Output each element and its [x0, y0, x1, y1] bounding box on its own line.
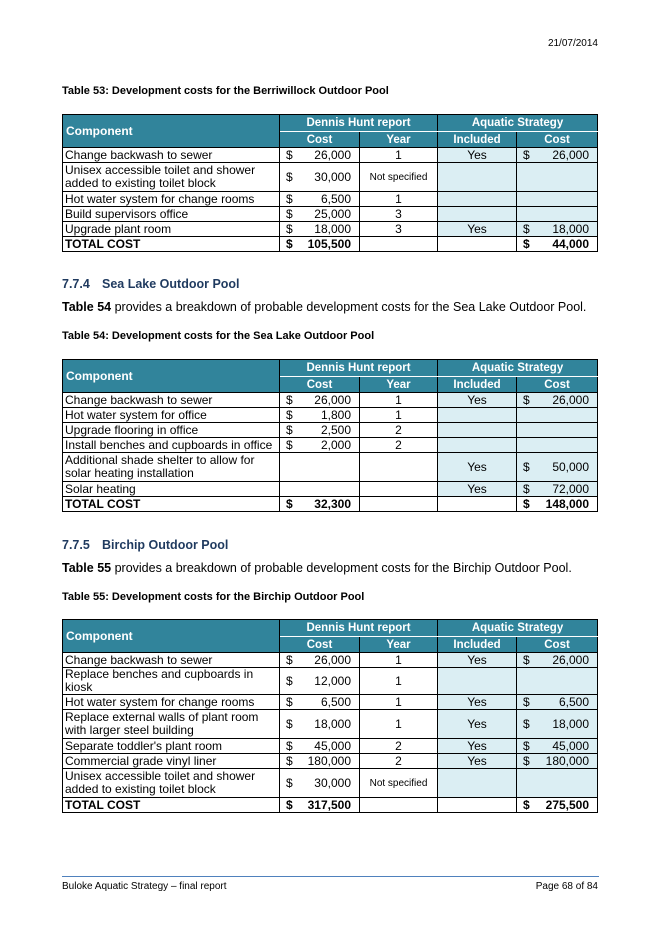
total-strategy-cost-value: 44,000	[552, 236, 590, 251]
section-heading-7-7-5	[62, 538, 228, 552]
cost-value: 26,000	[314, 392, 351, 407]
component-cell: Change backwash to sewer	[63, 653, 280, 668]
component-cell: Solar heating	[63, 482, 280, 497]
cost-cell	[280, 148, 360, 163]
cost-cell	[280, 482, 360, 497]
total-label: TOTAL COST	[63, 237, 280, 252]
cost-cell	[280, 438, 360, 453]
cost-cell	[280, 695, 360, 710]
cost-header: Cost	[280, 132, 360, 148]
currency-symbol: $	[286, 147, 293, 162]
currency-symbol: $	[523, 797, 530, 812]
strategy-cost-value: 45,000	[552, 738, 590, 753]
table-row	[63, 453, 598, 482]
included-cell	[438, 423, 517, 438]
cost-cell	[280, 754, 360, 769]
included-cell	[438, 207, 517, 222]
currency-symbol: $	[523, 459, 530, 474]
dennis-hunt-header: Dennis Hunt report	[280, 115, 438, 132]
currency-symbol: $	[523, 481, 530, 496]
year-cell: 1	[360, 393, 438, 408]
component-cell: Replace external walls of plant room with larger steel building	[63, 710, 280, 739]
included-cell: Yes	[438, 482, 517, 497]
component-cell: Change backwash to sewer	[63, 148, 280, 163]
table-row	[63, 393, 598, 408]
year-cell	[360, 453, 438, 482]
paragraph-text: provides a breakdown of probable development costs for the Birchip Outdoor Pool.	[111, 561, 572, 575]
aquatic-strategy-header: Aquatic Strategy	[438, 620, 598, 637]
total-year-cell	[360, 798, 438, 813]
year-cell: Not specified	[360, 163, 438, 192]
currency-symbol: $	[286, 236, 293, 251]
cost-value: 180,000	[307, 753, 351, 768]
strategy-cost-cell	[517, 438, 598, 453]
table-row	[63, 438, 598, 453]
table-row	[63, 207, 598, 222]
component-cell: Hot water system for change rooms	[63, 192, 280, 207]
included-header: Included	[438, 637, 517, 653]
currency-symbol: $	[523, 496, 530, 511]
strategy-cost-cell	[517, 695, 598, 710]
included-cell: Yes	[438, 453, 517, 482]
currency-symbol: $	[523, 147, 530, 162]
currency-symbol: $	[286, 206, 293, 221]
cost-value: 18,000	[314, 221, 351, 236]
component-header: Component	[63, 115, 280, 148]
currency-symbol: $	[286, 738, 293, 753]
total-label: TOTAL COST	[63, 497, 280, 512]
total-row	[63, 798, 598, 813]
included-cell	[438, 769, 517, 798]
strategy-cost-value: 18,000	[552, 716, 590, 731]
table-row	[63, 739, 598, 754]
cost-value: 1,800	[320, 407, 351, 422]
footer-divider	[62, 876, 599, 877]
year-header: Year	[360, 377, 438, 393]
year-cell: 3	[360, 222, 438, 237]
included-cell	[438, 438, 517, 453]
cost-cell	[280, 739, 360, 754]
dennis-hunt-header: Dennis Hunt report	[280, 360, 438, 377]
currency-symbol: $	[286, 437, 293, 452]
table-row	[63, 192, 598, 207]
strategy-cost-value: 6,500	[559, 694, 590, 709]
currency-symbol: $	[523, 652, 530, 667]
component-cell: Separate toddler's plant room	[63, 739, 280, 754]
total-strategy-cost-value: 148,000	[545, 496, 590, 511]
included-cell: Yes	[438, 653, 517, 668]
strategy-cost-cell	[517, 408, 598, 423]
footer-report-title: Buloke Aquatic Strategy – final report	[62, 881, 227, 892]
cost-cell	[280, 423, 360, 438]
currency-symbol: $	[286, 422, 293, 437]
cost-value: 30,000	[314, 169, 351, 184]
cost-cell	[280, 769, 360, 798]
section-paragraph-7-7-5	[62, 561, 572, 575]
currency-symbol: $	[286, 716, 293, 731]
total-cost-cell	[280, 497, 360, 512]
cost-value: 6,500	[320, 191, 351, 206]
table-55-caption: Table 55: Development costs for the Birchip Outdoor Pool	[62, 591, 365, 603]
component-cell: Commercial grade vinyl liner	[63, 754, 280, 769]
table-row	[63, 695, 598, 710]
table-54-caption: Table 54: Development costs for the Sea Lake Outdoor Pool	[62, 330, 375, 342]
cost-value: 25,000	[314, 206, 351, 221]
component-cell: Unisex accessible toilet and shower added to existing toilet block	[63, 163, 280, 192]
currency-symbol: $	[286, 797, 293, 812]
component-cell: Hot water system for change rooms	[63, 695, 280, 710]
total-strategy-cost-cell	[517, 237, 598, 252]
strategy-cost-header: Cost	[517, 132, 598, 148]
cost-cell	[280, 192, 360, 207]
strategy-cost-cell	[517, 739, 598, 754]
year-header: Year	[360, 637, 438, 653]
currency-symbol: $	[286, 652, 293, 667]
table-row	[63, 769, 598, 798]
cost-value: 26,000	[314, 652, 351, 667]
total-strategy-cost-cell	[517, 798, 598, 813]
currency-symbol: $	[523, 716, 530, 731]
total-cost-cell	[280, 798, 360, 813]
included-cell	[438, 192, 517, 207]
strategy-cost-value: 50,000	[552, 459, 590, 474]
strategy-cost-cell	[517, 393, 598, 408]
table-row	[63, 482, 598, 497]
cost-cell	[280, 163, 360, 192]
component-cell: Upgrade flooring in office	[63, 423, 280, 438]
included-cell: Yes	[438, 739, 517, 754]
cost-cell	[280, 207, 360, 222]
total-cost-value: 32,300	[314, 496, 351, 511]
currency-symbol: $	[286, 407, 293, 422]
total-cost-cell	[280, 237, 360, 252]
year-cell: 1	[360, 408, 438, 423]
included-cell: Yes	[438, 754, 517, 769]
table-header-row	[63, 620, 598, 637]
included-header: Included	[438, 132, 517, 148]
included-cell: Yes	[438, 148, 517, 163]
strategy-cost-cell	[517, 482, 598, 497]
total-strategy-cost-cell	[517, 497, 598, 512]
currency-symbol: $	[523, 221, 530, 236]
strategy-cost-cell	[517, 754, 598, 769]
table-row	[63, 668, 598, 695]
component-cell: Replace benches and cupboards in kiosk	[63, 668, 280, 695]
year-cell: 2	[360, 739, 438, 754]
table-row	[63, 423, 598, 438]
table-row	[63, 222, 598, 237]
year-cell	[360, 482, 438, 497]
component-cell: Unisex accessible toilet and shower added to existing toilet block	[63, 769, 280, 798]
total-year-cell	[360, 237, 438, 252]
currency-symbol: $	[286, 673, 293, 688]
strategy-cost-cell	[517, 207, 598, 222]
currency-symbol: $	[523, 694, 530, 709]
strategy-cost-value: 72,000	[552, 481, 590, 496]
strategy-cost-cell	[517, 453, 598, 482]
year-cell: 1	[360, 695, 438, 710]
total-row	[63, 497, 598, 512]
currency-symbol: $	[523, 753, 530, 768]
component-cell: Change backwash to sewer	[63, 393, 280, 408]
year-cell: 1	[360, 710, 438, 739]
aquatic-strategy-header: Aquatic Strategy	[438, 115, 598, 132]
year-cell: 2	[360, 754, 438, 769]
cost-cell	[280, 453, 360, 482]
included-cell	[438, 408, 517, 423]
included-cell: Yes	[438, 695, 517, 710]
dennis-hunt-header: Dennis Hunt report	[280, 620, 438, 637]
total-label: TOTAL COST	[63, 798, 280, 813]
year-cell: 1	[360, 192, 438, 207]
strategy-cost-value: 26,000	[552, 652, 590, 667]
included-cell	[438, 163, 517, 192]
strategy-cost-cell	[517, 423, 598, 438]
component-cell: Hot water system for office	[63, 408, 280, 423]
cost-header: Cost	[280, 377, 360, 393]
strategy-cost-cell	[517, 192, 598, 207]
year-cell: 2	[360, 423, 438, 438]
currency-symbol: $	[286, 753, 293, 768]
included-cell	[438, 668, 517, 695]
cost-value: 2,500	[320, 422, 351, 437]
component-cell: Additional shade shelter to allow for solar heating installation	[63, 453, 280, 482]
year-cell: 1	[360, 668, 438, 695]
table-row	[63, 710, 598, 739]
included-cell: Yes	[438, 393, 517, 408]
currency-symbol: $	[286, 221, 293, 236]
section-paragraph-7-7-4	[62, 300, 586, 314]
table-row	[63, 653, 598, 668]
component-cell: Upgrade plant room	[63, 222, 280, 237]
total-included-cell	[438, 237, 517, 252]
cost-value: 18,000	[314, 716, 351, 731]
year-header: Year	[360, 132, 438, 148]
component-header: Component	[63, 620, 280, 653]
currency-symbol: $	[286, 775, 293, 790]
currency-symbol: $	[286, 191, 293, 206]
total-included-cell	[438, 497, 517, 512]
currency-symbol: $	[523, 738, 530, 753]
component-cell: Install benches and cupboards in office	[63, 438, 280, 453]
table-53-caption: Table 53: Development costs for the Berriwillock Outdoor Pool	[62, 85, 389, 97]
year-cell: 1	[360, 148, 438, 163]
total-included-cell	[438, 798, 517, 813]
table-reference: Table 54	[62, 300, 112, 314]
cost-cell	[280, 408, 360, 423]
year-cell: 1	[360, 653, 438, 668]
strategy-cost-header: Cost	[517, 377, 598, 393]
total-cost-value: 317,500	[307, 797, 351, 812]
strategy-cost-cell	[517, 148, 598, 163]
currency-symbol: $	[523, 392, 530, 407]
strategy-cost-cell	[517, 653, 598, 668]
strategy-cost-header: Cost	[517, 637, 598, 653]
cost-header: Cost	[280, 637, 360, 653]
component-header: Component	[63, 360, 280, 393]
cost-cell	[280, 668, 360, 695]
total-row	[63, 237, 598, 252]
cost-value: 45,000	[314, 738, 351, 753]
year-cell: Not specified	[360, 769, 438, 798]
section-title: Birchip Outdoor Pool	[102, 538, 229, 552]
section-number: 7.7.5	[62, 538, 90, 552]
total-cost-value: 105,500	[307, 236, 351, 251]
strategy-cost-value: 26,000	[552, 392, 590, 407]
table-53	[62, 114, 598, 252]
total-strategy-cost-value: 275,500	[545, 797, 590, 812]
strategy-cost-cell	[517, 668, 598, 695]
footer-page-number: Page 68 of 84	[535, 881, 598, 892]
table-row	[63, 408, 598, 423]
cost-cell	[280, 222, 360, 237]
strategy-cost-value: 180,000	[545, 753, 590, 768]
cost-cell	[280, 393, 360, 408]
currency-symbol: $	[286, 169, 293, 184]
section-heading-7-7-4	[62, 277, 240, 291]
section-number: 7.7.4	[62, 277, 90, 291]
strategy-cost-value: 26,000	[552, 147, 590, 162]
total-year-cell	[360, 497, 438, 512]
currency-symbol: $	[286, 496, 293, 511]
included-cell: Yes	[438, 222, 517, 237]
cost-value: 26,000	[314, 147, 351, 162]
cost-value: 6,500	[320, 694, 351, 709]
table-reference: Table 55	[62, 561, 112, 575]
table-row	[63, 754, 598, 769]
component-cell: Build supervisors office	[63, 207, 280, 222]
cost-value: 2,000	[320, 437, 351, 452]
cost-value: 30,000	[314, 775, 351, 790]
currency-symbol: $	[523, 236, 530, 251]
cost-value: 12,000	[314, 673, 351, 688]
aquatic-strategy-header: Aquatic Strategy	[438, 360, 598, 377]
table-55	[62, 619, 598, 813]
strategy-cost-cell	[517, 769, 598, 798]
cost-cell	[280, 653, 360, 668]
strategy-cost-cell	[517, 163, 598, 192]
strategy-cost-value: 18,000	[552, 221, 590, 236]
included-cell: Yes	[438, 710, 517, 739]
currency-symbol: $	[286, 694, 293, 709]
page-date: 21/07/2014	[547, 38, 598, 49]
table-header-row	[63, 115, 598, 132]
currency-symbol: $	[286, 392, 293, 407]
strategy-cost-cell	[517, 710, 598, 739]
year-cell: 2	[360, 438, 438, 453]
table-54	[62, 359, 598, 512]
strategy-cost-cell	[517, 222, 598, 237]
paragraph-text: provides a breakdown of probable development costs for the Sea Lake Outdoor Pool.	[111, 300, 587, 314]
included-header: Included	[438, 377, 517, 393]
table-header-row	[63, 360, 598, 377]
table-row	[63, 148, 598, 163]
cost-cell	[280, 710, 360, 739]
year-cell: 3	[360, 207, 438, 222]
table-row	[63, 163, 598, 192]
section-title: Sea Lake Outdoor Pool	[102, 277, 240, 291]
